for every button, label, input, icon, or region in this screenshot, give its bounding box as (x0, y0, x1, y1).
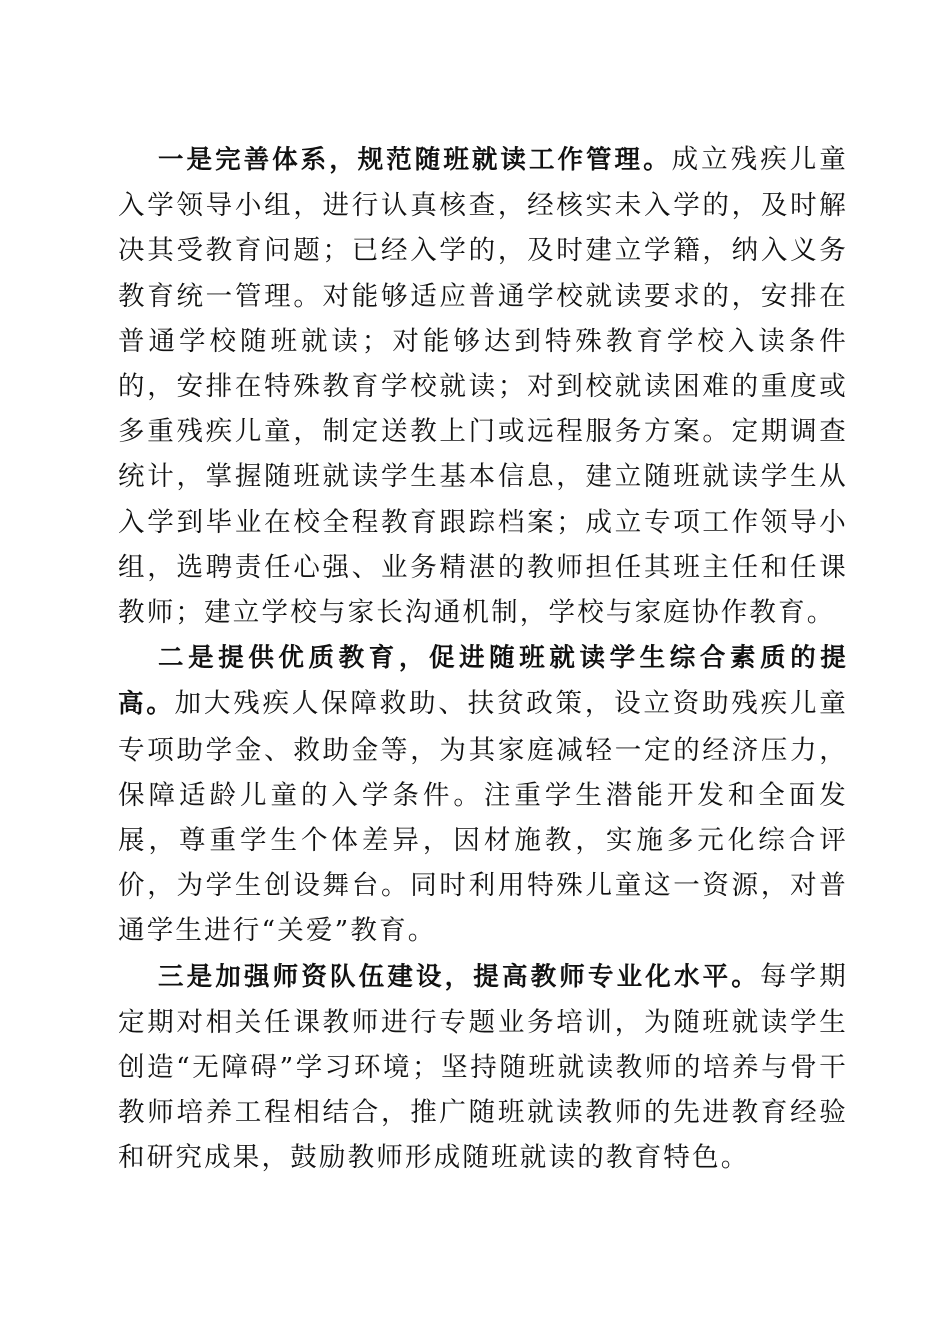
paragraph-2 (118, 635, 848, 953)
paragraph-3 (118, 954, 848, 1181)
document-body (118, 137, 848, 1181)
paragraph-1-lead: 一是完善体系，规范随班就读工作管理。 (158, 145, 672, 175)
paragraph-2-body: 加大残疾人保障救助、扶贫政策，设立资助残疾儿童专项助学金、救助金等，为其家庭减轻一定的经济压力，保障适龄儿童的入学条件。注重学生潜能开发和全面发展，尊重学生个体差异，因材施教，实施多元化综合评价，为学生创设舞台。同时利用特殊儿童这一资源，对普通学生进行“关爱”教育。 (118, 688, 848, 947)
paragraph-3-lead: 三是加强师资队伍建设，提高教师专业化水平。 (158, 961, 760, 992)
paragraph-1-body: 成立残疾儿童入学领导小组，进行认真核查，经核实未入学的，及时解决其受教育问题；已经入学的，及时建立学籍，纳入义务教育统一管理。对能够适应普通学校就读要求的，安排在普通学校随班就读；对能够达到特殊教育学校入读条件的，安排在特殊教育学校就读；对到校就读困难的重度或多重残疾儿童，制定送教上门或远程服务方案。定期调查统计，掌握随班就读学生基本信息，建立随班就读学生从入学到毕业在校全程教育跟踪档案；成立专项工作领导小组，选聘责任心强、业务精湛的教师担任其班主任和任课教师；建立学校与家长沟通机制，学校与家庭协作教育。 (118, 144, 848, 629)
paragraph-2-lead: 二是提供优质教育，促进随班就读学生综合素质的提高。 (118, 643, 848, 720)
paragraph-1 (118, 137, 848, 635)
paragraph-3-body: 每学期定期对相关任课教师进行专题业务培训，为随班就读学生创造“无障碍”学习环境；坚持随班就读教师的培养与骨干教师培养工程相结合，推广随班就读教师的先进教育经验和研究成果，鼓励教师形成随班就读的教育特色。 (118, 960, 848, 1174)
